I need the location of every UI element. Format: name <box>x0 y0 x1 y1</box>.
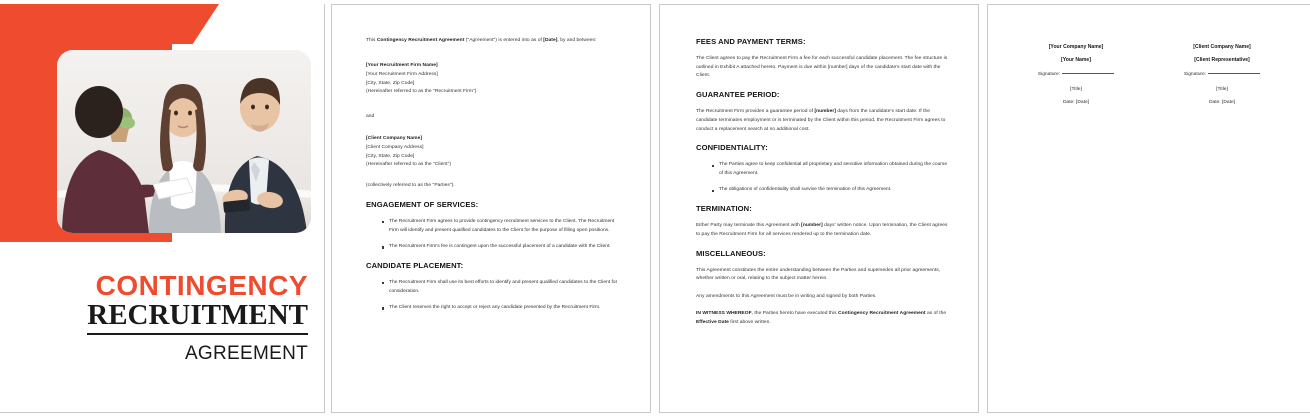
page-4-content <box>1008 43 1290 404</box>
interview-photo-illustration <box>57 50 311 233</box>
cover-photo <box>57 50 311 233</box>
intro-prefix: This <box>366 38 377 43</box>
signature-rule[interactable] <box>1062 73 1114 74</box>
party1-city: [City, State, Zip Code] <box>366 81 415 87</box>
client-title-placeholder: [Title] <box>1216 86 1228 92</box>
section-heading-candidate-placement: CANDIDATE PLACEMENT: <box>366 260 464 270</box>
party2-hereinafter: (Hereinafter referred to as the "Client") <box>366 162 452 168</box>
section-heading-engagement-of-services: ENGAGEMENT OF SERVICES: <box>366 199 479 209</box>
document-page-cover <box>0 4 325 413</box>
list-item: The Client reserves the right to accept or reject any candidate presented by the Recruitment Firm. <box>382 304 623 313</box>
party2-city: [City, State, Zip Code] <box>366 153 415 159</box>
your-date-placeholder: Date: [Date] <box>1062 99 1090 105</box>
in-witness-whereof-paragraph <box>696 310 952 327</box>
section-heading-guarantee-period: GUARANTEE PERIOD: <box>696 90 780 100</box>
signature-label: Signature: <box>1037 72 1061 78</box>
cover-title-group <box>0 272 308 365</box>
signature-block-client-company <box>1154 43 1290 107</box>
spacer <box>366 106 623 113</box>
termination-prefix: Either Party may terminate this Agreement with <box>696 223 802 229</box>
cover-title-line-1: CONTINGENCY <box>95 270 308 301</box>
engagement-of-services-list <box>366 218 623 252</box>
parties-collectively: (collectively referred to as the "Parties"). <box>366 183 455 189</box>
witness-mid-1: , the Parties hereto have executed this <box>751 310 839 316</box>
miscellaneous-paragraph-1: This Agreement constitutes the entire understanding between the Parties and supersedes all prior agreements, whether written or oral, relating to the subject matter herein. <box>696 267 941 282</box>
termination-number-placeholder: [number] <box>801 223 823 229</box>
spacer <box>366 54 623 61</box>
section-heading-fees-and-payment-terms: FEES AND PAYMENT TERMS: <box>696 37 806 46</box>
party1-address: [Your Recruitment Firm Address] <box>366 72 438 78</box>
document-page-3 <box>659 4 979 413</box>
page-3-content <box>696 37 952 404</box>
page-2-content <box>366 37 623 404</box>
witness-effective-date: Effective Date <box>696 319 729 325</box>
guarantee-prefix: The Recruitment Firm provides a guarantee period of <box>696 109 815 115</box>
section-heading-termination: TERMINATION: <box>696 204 752 214</box>
party2-name <box>366 134 623 143</box>
list-item: The Recruitment Firm shall use its best efforts to identify and present qualified candidates to the Client for consideration. <box>382 279 623 297</box>
agreement-intro-paragraph <box>366 37 623 46</box>
party1-name-text: [Your Recruitment Firm Name] <box>366 63 438 69</box>
your-title-placeholder: [Title] <box>1070 86 1082 92</box>
cover-title-line-3: AGREEMENT <box>184 342 308 364</box>
confidentiality-list <box>696 161 952 195</box>
intro-mid: ("Agreement") is entered into as of <box>464 38 544 43</box>
guarantee-number-placeholder: [number] <box>814 109 836 115</box>
client-representative-name: [Client Representative] <box>1194 56 1250 63</box>
accent-flag-shape <box>0 4 219 44</box>
fees-body-paragraph: The Client agrees to pay the Recruitment Firm a fee for each successful candidate placement. The fee structure is outlined in Exhibit A attached hereto. Payment is due within [number] days of the candidate's start date with the Client. <box>696 56 948 79</box>
client-date-placeholder: Date: [Date] <box>1208 99 1236 105</box>
signature-rule[interactable] <box>1208 73 1260 74</box>
miscellaneous-paragraph-2: Any amendments to this Agreement must be in writing and signed by both Parties. <box>696 293 877 299</box>
section-heading-miscellaneous: MISCELLANEOUS: <box>696 248 766 258</box>
list-item: The Recruitment Firm's fee is contingent upon the successful placement of a candidate with the Client. <box>382 243 623 252</box>
list-item: The Parties agree to keep confidential all proprietary and sensitive information obtained during the course of this Agreement. <box>712 161 952 179</box>
your-name: [Your Name] <box>1061 56 1091 63</box>
party1-name <box>366 61 623 70</box>
witness-agreement-name: Contingency Recruitment Agreement <box>838 310 926 316</box>
intro-date-placeholder: [Date] <box>543 38 558 43</box>
signature-grid <box>1008 43 1290 107</box>
guarantee-body-paragraph <box>696 108 952 134</box>
termination-suffix: days' written notice. Upon termination, the Client agrees to pay the Recruitment Firm for all services rendered up to the termination date. <box>696 223 948 238</box>
client-signature-line <box>1154 70 1290 79</box>
signature-block-your-company <box>1008 43 1144 107</box>
termination-body-paragraph <box>696 222 952 239</box>
witness-suffix: first above written. <box>728 319 771 325</box>
witness-mid-2: as of the <box>925 310 947 316</box>
client-company-name: [Client Company Name] <box>1193 44 1251 50</box>
candidate-placement-list <box>366 279 623 313</box>
intro-agreement-name: Contingency Recruitment Agreement <box>376 38 465 43</box>
your-company-name: [Your Company Name] <box>1048 44 1104 50</box>
guarantee-suffix: days from the candidate's start date. If the candidate terminates employment or is terminated by the Client within this period, the Recruitment Firm agrees to conduct a replacement search at no additional cost. <box>696 109 946 132</box>
section-heading-confidentiality: CONFIDENTIALITY: <box>696 143 768 153</box>
list-item: The obligations of confidentiality shall survive the termination of this Agreement. <box>712 186 952 195</box>
parties-conjunction: and <box>366 113 375 119</box>
intro-suffix: , by and between: <box>557 38 597 43</box>
party1-hereinafter: (Hereinafter referred to as the "Recruitment Firm") <box>366 89 477 95</box>
list-item: The Recruitment Firm agrees to provide contingency recruitment services to the Client. The Recruitment Firm will identify and present qualified candidates to the Client for the purpose of filling open positions. <box>382 218 623 236</box>
party2-name-text: [Client Company Name] <box>366 135 423 141</box>
your-signature-line <box>1008 70 1144 79</box>
signature-label: Signature: <box>1183 72 1207 78</box>
witness-lead-bold: IN WITNESS WHEREOF <box>696 310 752 316</box>
document-page-signatures <box>987 4 1310 413</box>
document-page-2 <box>331 4 651 413</box>
cover-title-line-2: RECRUITMENT <box>87 300 308 335</box>
party2-address: [Client Company Address] <box>366 144 424 150</box>
